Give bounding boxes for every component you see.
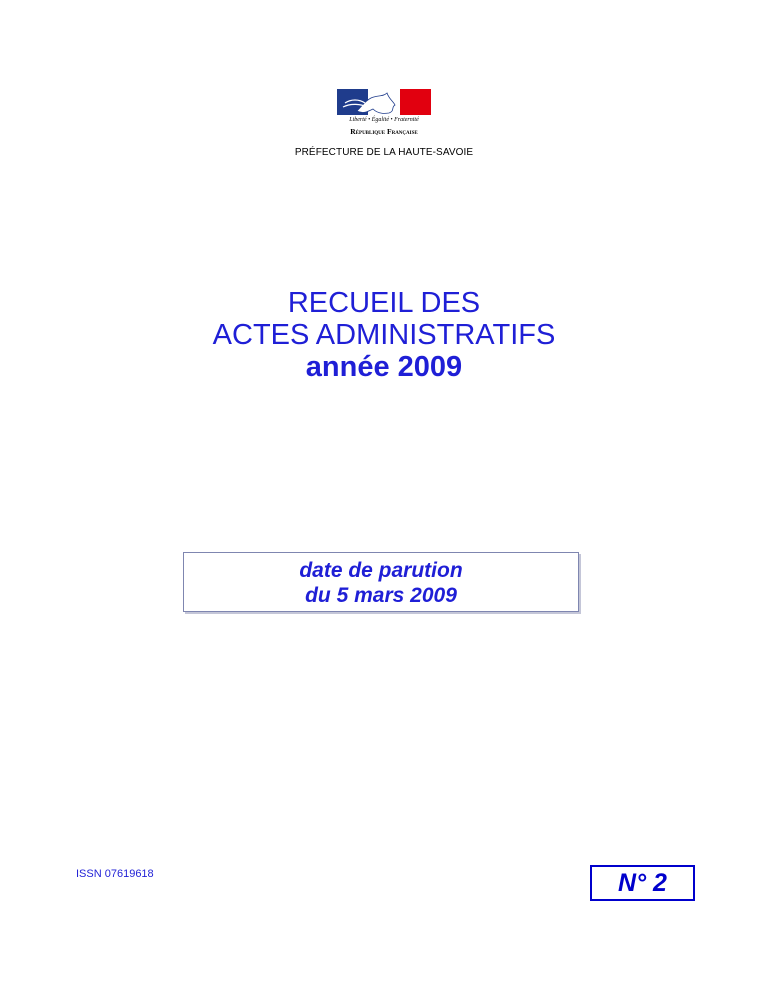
publication-date: du 5 mars 2009 [305, 584, 457, 607]
marianne-logo-icon [337, 89, 431, 115]
republique-francaise-logo [337, 89, 431, 139]
logo-republic-name: République Française [350, 127, 418, 136]
title-line-1: RECUEIL DES [287, 287, 481, 319]
publication-date-box [183, 552, 579, 612]
issue-number: N° 2 [618, 869, 667, 897]
publication-label: date de parution [299, 559, 463, 582]
document-title [0, 287, 768, 384]
issue-number-box [590, 865, 695, 901]
prefecture-name: PRÉFECTURE DE LA HAUTE-SAVOIE [294, 147, 474, 158]
logo-motto: Liberté • Égalité • Fraternité [349, 117, 419, 123]
title-line-2: ACTES ADMINISTRATIFS [212, 319, 556, 351]
issn-number: ISSN 07619618 [76, 868, 154, 880]
title-year: année 2009 [305, 351, 463, 383]
